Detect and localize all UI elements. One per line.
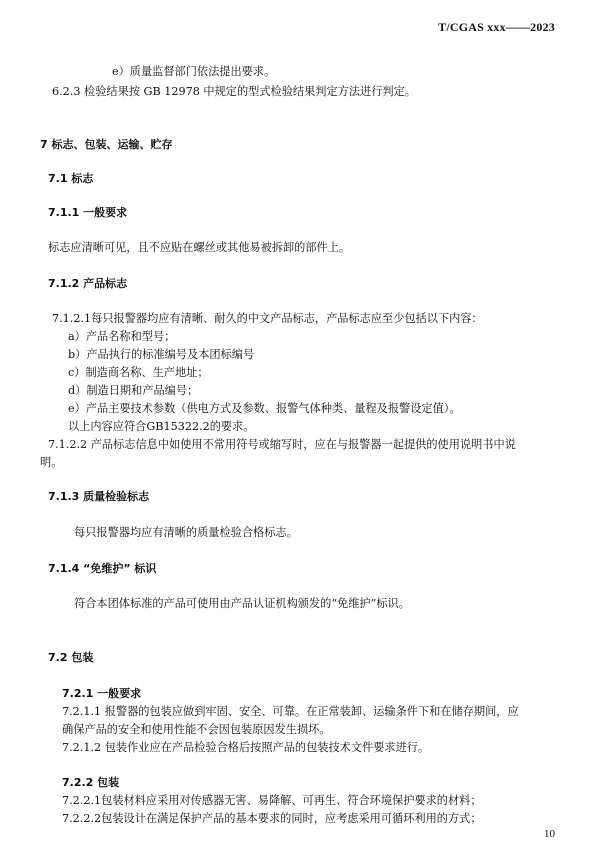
text-line: 符合本团体标准的产品可使用由产品认证机构颁发的“免维护”标识。 [74,597,410,610]
subsection-heading: 7.2.2 包装 [62,776,120,789]
list-item: d）制造日期和产品编号； [68,384,199,397]
text-line: 6.2.3 检验结果按 GB 12978 中规定的型式检验结果判定方法进行判定。 [52,85,416,98]
list-item: b）产品执行的标准编号及本团标编号 [68,348,255,361]
text-line: 以上内容应符合GB15322.2的要求。 [68,420,255,433]
subsection-heading: 7.1 标志 [48,172,94,185]
text-line: 7.1.2.1每只报警器均应有清晰、耐久的中文产品标志，产品标志应至少包括以下内容： [52,312,483,325]
subsection-heading: 7.1.2 产品标志 [48,277,128,290]
text-line: 标志应清晰可见，且不应贴在螺丝或其他易被拆卸的部件上。 [48,241,351,254]
subsection-heading: 7.1.1 一般要求 [48,206,128,219]
text-line: 7.2.2.1包装材料应采用对传感器无害、易降解、可再生、符合环境保护要求的材料； [62,794,482,807]
text-line: e）质量监督部门依法提出要求。 [112,65,276,78]
subsection-heading: 7.1.4 “免维护” 标识 [48,562,157,575]
text-line: 7.2.1.1 报警器的包装应做到牢固、安全、可靠。在正常装卸、运输条件下和在储存期间，应 [62,705,519,718]
subsection-heading: 7.2 包装 [48,651,94,664]
page-number: 10 [544,828,555,840]
subsection-heading: 7.2.1 一般要求 [62,687,142,700]
text-line: 明。 [40,456,63,469]
list-item: e）产品主要技术参数（供电方式及参数、报警气体种类、量程及报警设定值）。 [68,402,461,415]
text-line: 确保产品的安全和使用性能不会因包装原因发生损坏。 [62,723,331,736]
text-line: 7.2.1.2 包装作业应在产品检验合格后按照产品的包装技术文件要求进行。 [62,741,430,754]
list-item: c）制造商名称、生产地址； [68,366,209,379]
list-item: a）产品名称和型号； [68,330,176,343]
document-code-header: T/CGAS xxx——2023 [438,20,555,34]
text-line: 7.1.2.2 产品标志信息中如使用不常用符号或缩写时，应在与报警器一起提供的使用说明书中说 [48,438,516,451]
text-line: 7.2.2.2包装设计在满足保护产品的基本要求的同时，应考虑采用可循环利用的方式； [62,812,482,825]
text-line: 每只报警器均应有清晰的质量检验合格标志。 [74,526,298,539]
subsection-heading: 7.1.3 质量检验标志 [48,490,150,503]
section-heading: 7 标志、包装、运输、贮存 [40,138,173,151]
